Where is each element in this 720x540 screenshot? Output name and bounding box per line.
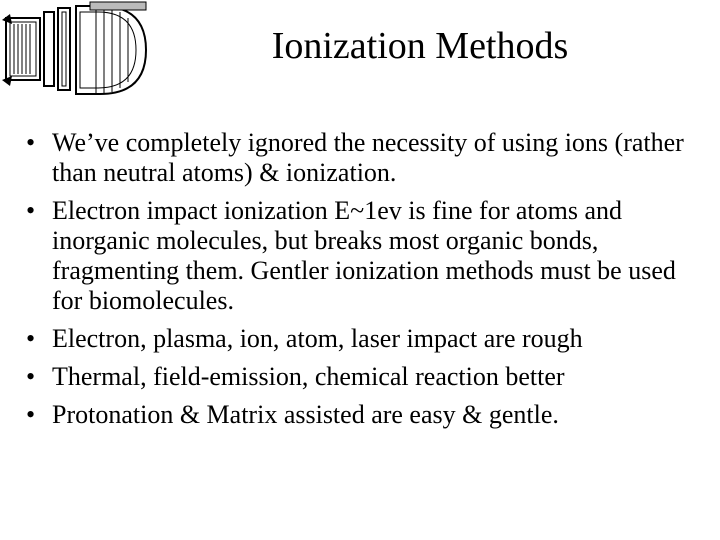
bullet-glyph: • bbox=[26, 362, 36, 391]
bullet-list bbox=[20, 128, 710, 438]
bullet-glyph: • bbox=[26, 324, 36, 353]
bullet-text: Thermal, field-emission, chemical reaction better bbox=[52, 362, 565, 391]
lens-assembly-icon bbox=[0, 0, 160, 105]
bullet-text: Electron, plasma, ion, atom, laser impact are rough bbox=[52, 324, 583, 353]
bullet-item bbox=[20, 324, 710, 354]
bullet-item bbox=[20, 362, 710, 392]
bullet-item bbox=[20, 400, 710, 430]
bullet-glyph: • bbox=[26, 128, 36, 157]
bullet-item bbox=[20, 196, 710, 316]
bullet-text: Electron impact ionization E~1ev is fine for atoms and inorganic molecules, but breaks most organic bonds, fragmenting them. Gentler ionization methods must be used for biomolecules. bbox=[52, 196, 676, 315]
bullet-text: We’ve completely ignored the necessity of using ions (rather than neutral atoms) & ionization. bbox=[52, 128, 684, 187]
bullet-text: Protonation & Matrix assisted are easy & gentle. bbox=[52, 400, 559, 429]
bullet-glyph: • bbox=[26, 196, 36, 225]
slide-title: Ionization Methods bbox=[271, 25, 569, 67]
bullet-item bbox=[20, 128, 710, 188]
bullet-glyph: • bbox=[26, 400, 36, 429]
